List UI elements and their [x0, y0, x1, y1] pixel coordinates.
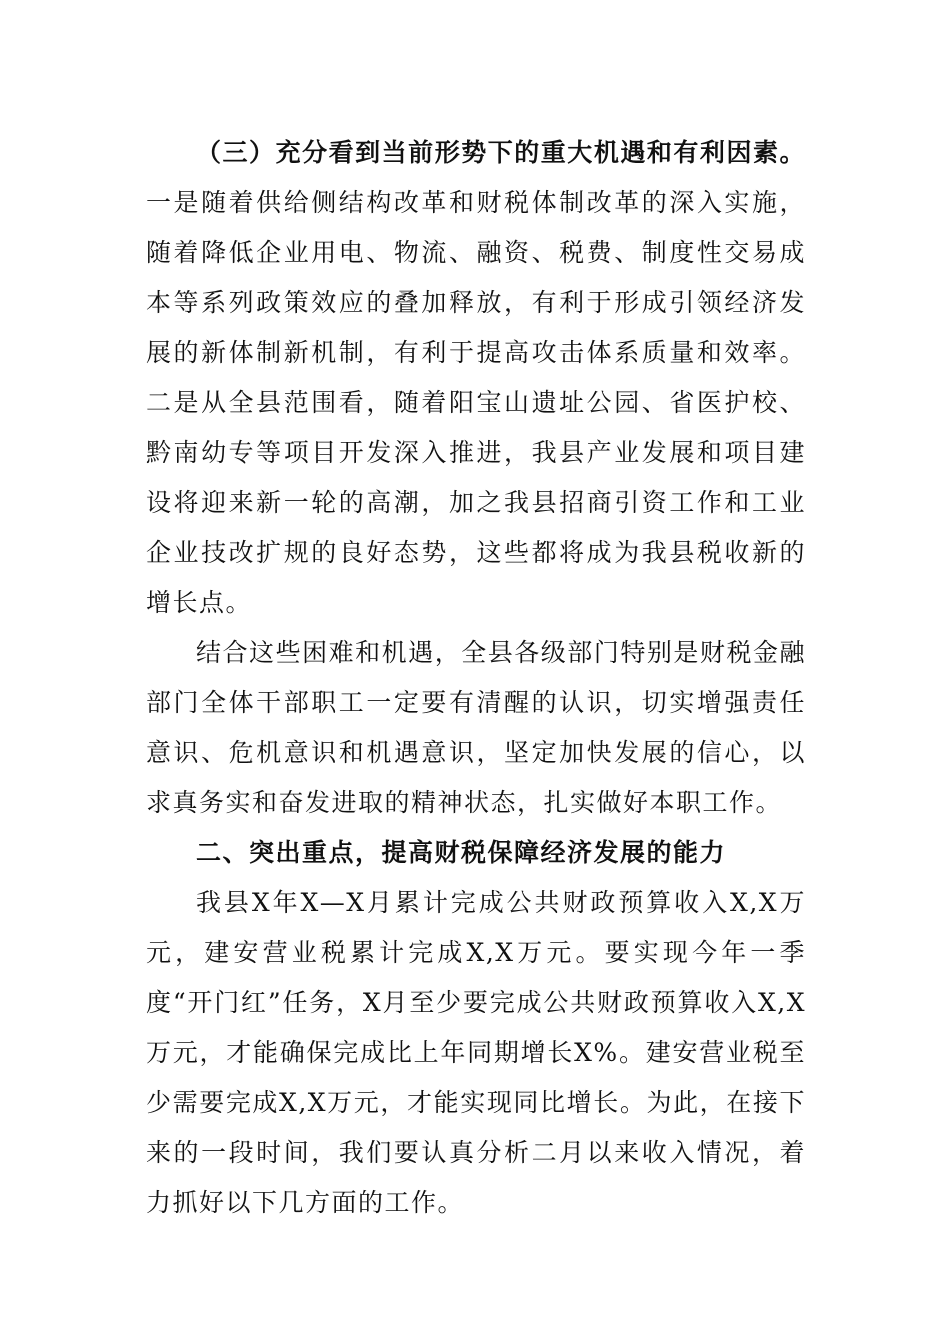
section-three-body: 一是随着供给侧结构改革和财税体制改革的深入实施，随着降低企业用电、物流、融资、税费、制度性交易成本等系列政策效应的叠加释放，有利于形成引领经济发展的新体制新机制，有利于提高攻击体系质量和效率。二是从全县范围看，随着阳宝山遗址公园、省医护校、黔南幼专等项目开发深入推进，我县产业发展和项目建设将迎来新一轮的高潮，加之我县招商引资工作和工业企业技改扩规的良好态势，这些都将成为我县税收新的增长点。: [146, 188, 806, 617]
document-body: [146, 128, 806, 1228]
paragraph-opportunities: [146, 128, 806, 628]
section-two-heading: 二、突出重点，提高财税保障经济发展的能力: [196, 838, 727, 867]
paragraph-conclusion: 结合这些困难和机遇，全县各级部门特别是财税金融部门全体干部职工一定要有清醒的认识，切实增强责任意识、危机意识和机遇意识，坚定加快发展的信心，以求真务实和奋发进取的精神状态，扎实做好本职工作。: [146, 638, 806, 817]
paragraph-revenue: 我县X年X—X月累计完成公共财政预算收入X,X万元，建安营业税累计完成X,X万元。要实现今年一季度“开门红”任务，X月至少要完成公共财政预算收入X,X万元，才能确保完成比上年同期增长X%。建安营业税至少需要完成X,X万元，才能实现同比增长。为此，在接下来的一段时间，我们要认真分析二月以来收入情况，着力抓好以下几方面的工作。: [146, 888, 806, 1217]
section-three-lead: （三）充分看到当前形势下的重大机遇和有利因素。: [196, 138, 806, 167]
